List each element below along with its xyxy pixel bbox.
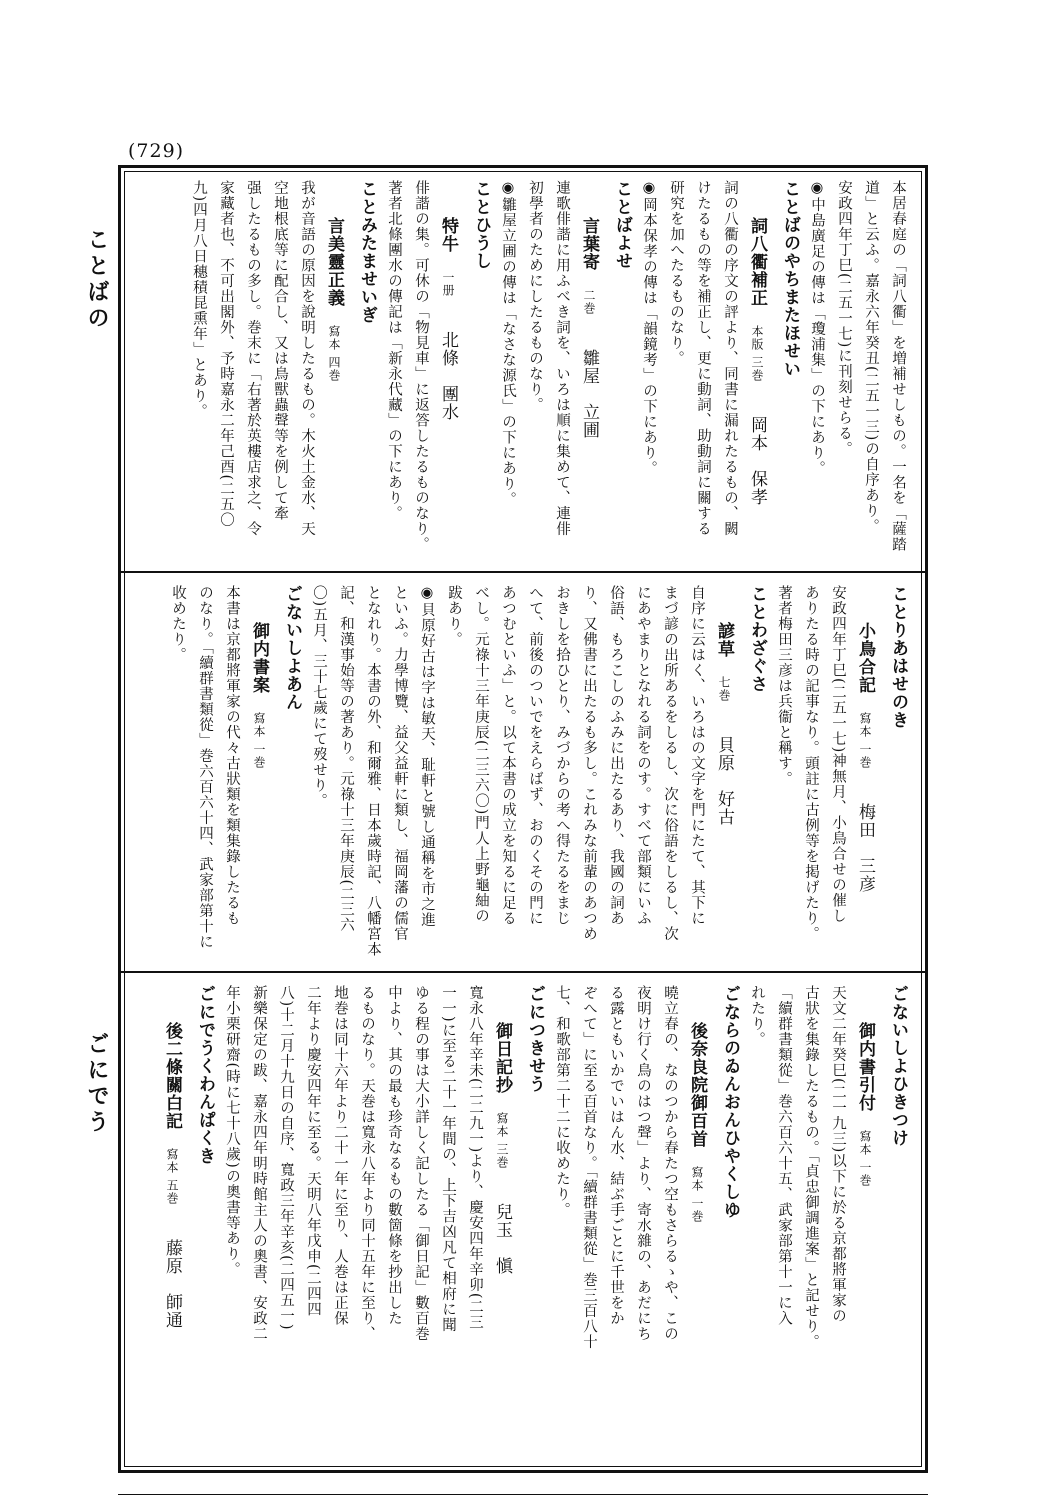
page-frame [118, 165, 928, 1473]
text-line: 一一)に至る二十一年間の、上下吉凶凡て相府に聞 [440, 985, 456, 1333]
text-line: 俳諧の集。可休の「物見車」に返答したるものなり。 [413, 180, 429, 552]
band-1-text [131, 180, 911, 561]
text-line: 八)十二月十九日の自序、寬政三年辛亥(二四五一) [278, 985, 294, 1331]
headword: ごないしよひきつけ [888, 985, 908, 1147]
entry-band-1 [121, 168, 925, 573]
book-title-line [851, 585, 878, 961]
text-line: 「續群書類從」巻六百六十五、武家部第十一に入 [776, 985, 792, 1326]
book-title-line [851, 985, 878, 1460]
bottom-rule [118, 1494, 928, 1495]
headword: ことばよせ [612, 180, 632, 270]
text-line: 初學者のためにしたるものなり。 [527, 180, 543, 413]
book-title: 特牛 [438, 217, 458, 254]
text-line: 自序に云はく、いろはの文字を門にたて、其下に [689, 585, 705, 926]
text-line: まづ諺の出所あるをしるし、次に俗語をしるし、次 [662, 585, 678, 942]
author-name: 貝原 好古 [714, 736, 734, 827]
volume-info: 寫本 三巻 [495, 1112, 509, 1170]
text-line: 寬永八年辛未(二二九一)より、慶安四年辛卯(二三 [467, 985, 483, 1331]
text-line: 安政四年丁巳(二五一七)に刊刻せらる。 [836, 180, 852, 457]
volume-info: 二巻 [582, 289, 596, 316]
text-line: 夜明け行く鳥のはつ聲」より、寄水雜の、あだにち [635, 985, 651, 1342]
text-line: 年小栗研齋(時に七十八歲)の奧書等あり。 [224, 985, 240, 1278]
headword: ごならのゐんおんひやくしゆ [720, 985, 740, 1219]
headword: ことりあはせのき [888, 585, 908, 729]
text-line: ◉雛屋立圃の傳は「なさな源氏」の下にあり。 [500, 180, 516, 507]
book-title: 小鳥合記 [855, 622, 875, 695]
headword: ことわざぐさ [747, 585, 767, 693]
book-title-line [710, 585, 737, 961]
text-line: 本書は京都將軍家の代々古狀類を類集錄したるも [224, 585, 240, 926]
book-title-line [434, 180, 461, 561]
text-line: のなり。「續群書類從」巻六百六十四、武家部第十に [197, 585, 213, 950]
text-line: ありたる時の記事なり。頭註に古例等を掲げたり。 [803, 585, 819, 942]
text-line: れたり。 [749, 985, 765, 1047]
text-line: 地巻は同十六年より二十一年に至り、人巻は正保 [332, 985, 348, 1326]
book-title: 御内書案 [249, 622, 269, 695]
volume-info: 寫本 一巻 [690, 1166, 704, 1224]
book-title-line [683, 985, 710, 1460]
book-title: 御日記抄 [492, 1022, 512, 1095]
text-line: 連歌俳諧に用ふべき詞を、いろは順に集めて、連俳 [554, 180, 570, 537]
text-line: 道」と云ふ。嘉永六年癸丑(二五一三)の自序あり。 [863, 180, 879, 535]
volume-info: 寫本 四巻 [327, 325, 341, 383]
text-line: にあやまりとなれる詞をのす。すべて部類にいふ [635, 585, 651, 926]
text-line: 俗語、もろこしのふみに出たるあり、我國の詞あ [608, 585, 624, 926]
book-title: 御内書引付 [855, 1022, 875, 1113]
text-line: 我が音語の原因を說明したるもの。木火土金水、天 [299, 180, 315, 537]
band-2-text [131, 585, 911, 961]
text-line: 〇)五月、三十七歲にて歿せり。 [311, 585, 327, 809]
volume-info: 七巻 [717, 676, 731, 703]
text-line: 中より、其の最も珍奇なるもの數箇條を抄出した [386, 985, 402, 1326]
text-line: へて、前後のついでをえらばず、おのくその門に [527, 585, 543, 926]
book-title: 詞八衢補正 [747, 217, 767, 308]
text-line: ◉中島廣足の傳は「瓊浦集」の下にあり。 [809, 180, 825, 476]
volume-info: 一册 [441, 271, 455, 298]
text-line: 强したるもの多し。巻末に「右著於英樓店求之、令 [245, 180, 261, 537]
text-line: 著者梅田三彦は兵衞と稱す。 [776, 585, 792, 787]
text-line: 新樂保定の跋、嘉永四年明時館主人の奧書、安政二 [251, 985, 267, 1342]
book-title-line [245, 585, 272, 961]
book-title-line [488, 985, 515, 1460]
author-name: 岡本 保孝 [747, 416, 767, 507]
text-line: あつむといふ」と。以て本書の成立を知るに足る [500, 585, 516, 926]
text-line: ◉岡本保孝の傳は「韻鏡考」の下にあり。 [641, 180, 657, 476]
text-line: 安政四年丁巳(二五一七)神無月、小鳥合せの催し [830, 585, 846, 924]
author-name: 藤原 師通 [162, 1239, 182, 1330]
text-line: 九)四月八日穗積昆熏年」とあり。 [191, 180, 207, 420]
book-title: 諺草 [714, 622, 734, 659]
text-line: ◉貝原好古は字は敏天、耻軒と號し通稱を市之進 [419, 585, 435, 928]
running-head-bottom: ごにでう [84, 1032, 110, 1136]
book-title-line [158, 985, 185, 1460]
headword: ごないしよあん [282, 585, 302, 711]
text-line: 詞の八衢の序文の評より、同書に漏れたるもの、闕 [722, 180, 738, 537]
volume-info: 寫本 五巻 [165, 1148, 179, 1206]
text-line: る露ともいかでいはん水、結ぶ手ごとに千世をか [608, 985, 624, 1326]
text-line: 曉立春の、なのつから春たつ空もさらるゝや、この [662, 985, 678, 1342]
text-line: り、又佛書に出たるも多し。これみな前輩のあつめ [581, 585, 597, 942]
band-3-text [131, 985, 911, 1460]
volume-info: 寫本 一巻 [858, 1130, 872, 1188]
text-line: 家藏者也、不可出閣外、予時嘉永二年己酉(二五〇 [218, 180, 234, 528]
author-name: 北條 團水 [438, 331, 458, 422]
text-line: 古狀を集錄したるもの。「貞忠御調進案」と記せり。 [803, 985, 819, 1350]
author-name: 梅田 三彦 [855, 803, 875, 894]
volume-info: 本版 三巻 [750, 325, 764, 383]
book-title: 後奈良院御百首 [687, 1022, 707, 1149]
headword: ことばのやちまたほせい [780, 180, 800, 378]
text-line: けたるもの等を補正し、更に動詞、助動詞に關する [695, 180, 711, 537]
book-title: 後二條關白記 [162, 1022, 182, 1131]
text-line: 七、和歌部第二十二に收めたり。 [554, 985, 570, 1218]
entry-band-2 [121, 573, 925, 973]
text-line: べし。元祿十三年庚辰(二三六〇)門人上野龜紬の [473, 585, 489, 924]
text-line: 研究を加へたるものなり。 [668, 180, 684, 366]
book-title-line [743, 180, 770, 561]
text-line: 記、和漢事始等の著あり。元祿十三年庚辰(二三六 [338, 585, 354, 933]
text-line: 二年より慶安四年に至る。天明八年戊申(二四四 [305, 985, 321, 1318]
book-title-line [575, 180, 602, 561]
text-line: 空地根底等に配合し、又は鳥獸蟲聲等を例して牽 [272, 180, 288, 521]
text-line: 跋あり。 [446, 585, 462, 647]
text-line: 本居春庭の「詞八衢」を増補せしもの。一名を「薩踏 [890, 180, 906, 552]
page-number: (729) [128, 140, 185, 162]
author-name: 雛屋 立圃 [579, 349, 599, 440]
author-name: 兒玉 愼 [492, 1203, 512, 1276]
text-line: るものなり。天巻は寬永八年より同十五年に至り、 [359, 985, 375, 1342]
text-line: といふ。力學博覽、益父益軒に類し、福岡藩の儒官 [392, 585, 408, 942]
book-title: 言美靈正義 [324, 217, 344, 308]
book-title: 言葉寄 [579, 217, 599, 272]
text-line: おきしを拾ひとり、みづからの考へ得たるをまじ [554, 585, 570, 926]
running-head-top: ことばの [84, 228, 110, 332]
entry-band-3 [121, 973, 925, 1470]
text-line: ゆる程の事は大小詳しく記したる「御日記」數百巻 [413, 985, 429, 1342]
volume-info: 寫本 一巻 [858, 712, 872, 770]
headword: ごにつきせう [525, 985, 545, 1093]
volume-info: 寫本 一巻 [252, 712, 266, 770]
text-line: 著者北條團水の傳記は「新永代藏」の下にあり。 [386, 180, 402, 521]
headword: ことひうし [471, 180, 491, 270]
headword: ことみたませいぎ [357, 180, 377, 324]
book-title-line [320, 180, 347, 561]
text-line: となれり。本書の外、和爾雅、日本歲時記、八幡宮本 [365, 585, 381, 957]
headword: ごにでうくわんぱくき [195, 985, 215, 1165]
text-line: ぞへて」に至る百首なり。「續群書類從」巻三百八十 [581, 985, 597, 1350]
text-line: 收めたり。 [170, 585, 186, 663]
text-line: 天文二年癸巳(二一九三)以下に於る京都將軍家の [830, 985, 846, 1324]
